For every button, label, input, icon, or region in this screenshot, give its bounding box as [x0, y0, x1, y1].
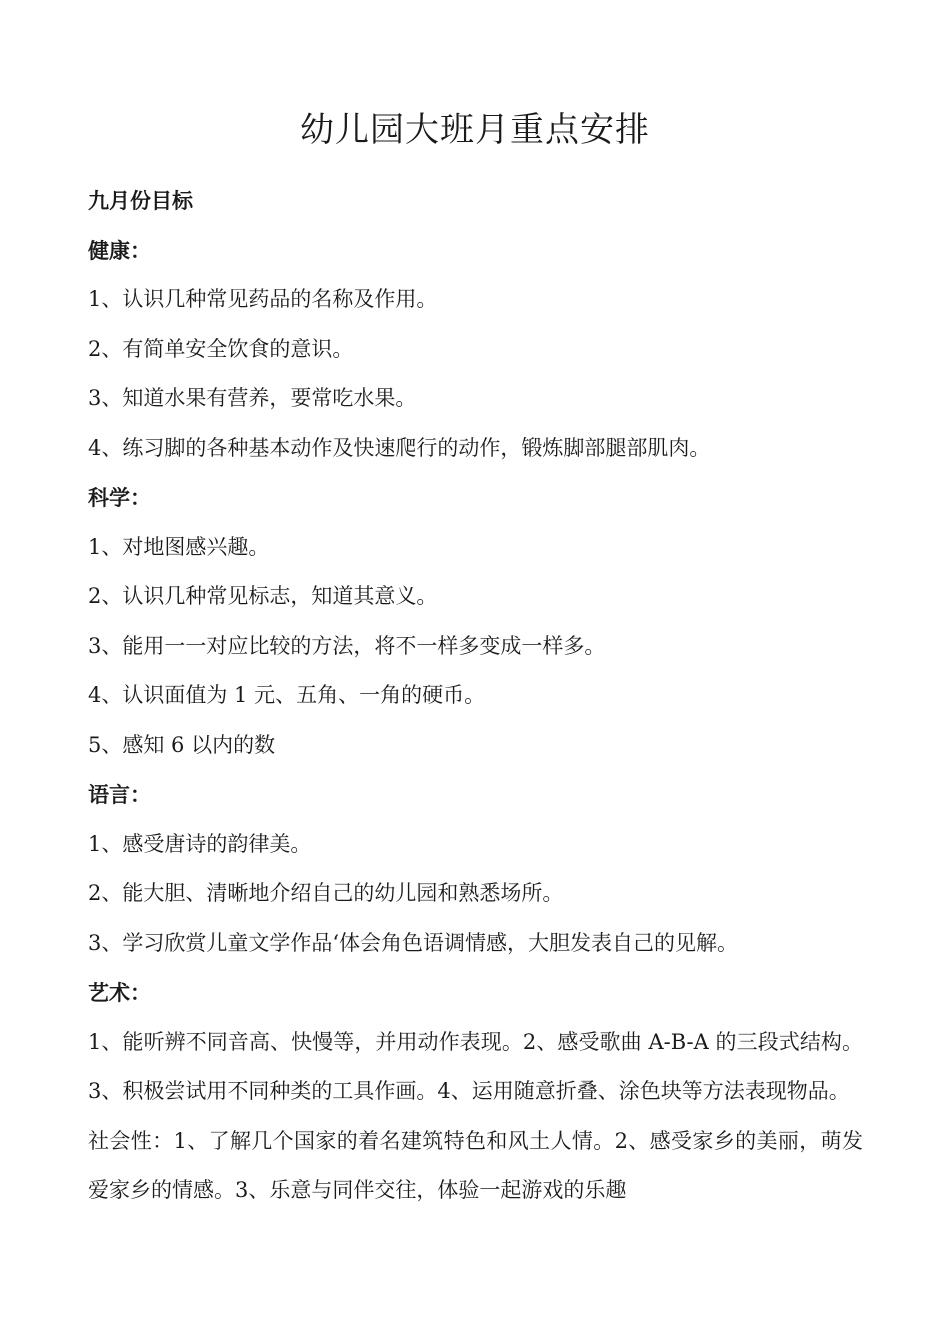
section-heading-health: 健康： — [88, 237, 151, 263]
list-item: 3、知道水果有营养，要常吃水果。 — [88, 386, 417, 410]
art-section — [88, 968, 863, 1117]
list-item: 3、能用一一对应比较的方法，将不一样多变成一样多。 — [88, 633, 606, 658]
list-item: 1、对地图感兴趣。 — [88, 534, 270, 559]
section-heading-art: 艺术： — [88, 980, 151, 1005]
list-item: 5、感知 6 以内的数 — [88, 732, 276, 757]
list-item: 2、有简单安全饮食的意识。 — [88, 336, 354, 361]
social-section — [88, 1117, 863, 1216]
language-section — [88, 770, 863, 968]
page-title: 幼儿园大班月重点安排 — [300, 110, 650, 150]
list-item: 4、认识面值为 1 元、五角、一角的硬币。 — [88, 683, 486, 707]
art-paragraph: 1、能听辨不同音高、快慢等，并用动作表现。2、感受歌曲 A-B-A 的三段式结构。3、积极尝试用不同种类的工具作画。4、运用随意折叠、涂色块等方法表现物品。 — [88, 1029, 863, 1103]
list-item: 1、感受唐诗的韵律美。 — [88, 831, 312, 856]
section-heading-science: 科学： — [88, 485, 151, 510]
list-item: 4、练习脚的各种基本动作及快速爬行的动作，锻炼脚部腿部肌肉。 — [88, 435, 711, 460]
list-item: 2、能大胆、清晰地介绍自己的幼儿园和熟悉场所。 — [88, 881, 564, 905]
list-item: 1、认识几种常见药品的名称及作用。 — [88, 287, 438, 311]
section-heading-language: 语言： — [88, 782, 151, 807]
month-heading: 九月份目标 — [88, 188, 193, 213]
list-item: 2、认识几种常见标志，知道其意义。 — [88, 584, 438, 608]
list-item: 3、学习欣赏儿童文学作品‘体会角色语调情感，大胆发表自己的见解。 — [88, 930, 739, 955]
document-body — [88, 176, 863, 1216]
social-paragraph: 社会性：1、了解几个国家的着名建筑特色和风土人情。2、感受家乡的美丽，萌发爱家乡的情感。3、乐意与同伴交往，体验一起游戏的乐趣 — [88, 1128, 863, 1202]
science-section — [88, 473, 863, 770]
health-section — [88, 226, 863, 474]
